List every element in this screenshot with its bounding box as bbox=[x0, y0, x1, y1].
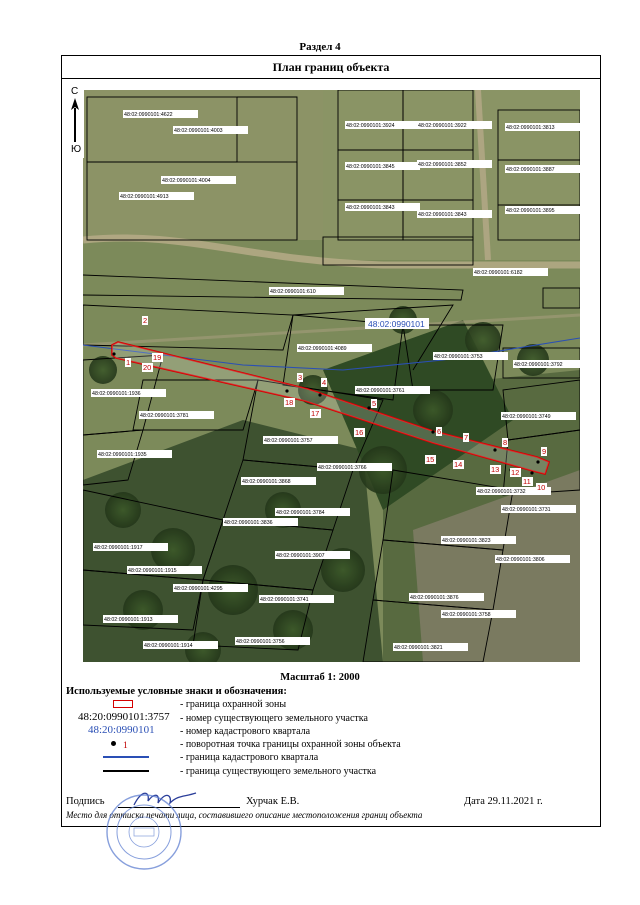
parcel-tag[interactable] bbox=[393, 643, 468, 651]
parcel-number: 48:02:0990101:3843 bbox=[346, 205, 395, 211]
legend-item-zone: - граница охранной зоны bbox=[180, 699, 287, 710]
turning-point-number: 15 bbox=[426, 455, 435, 464]
quarter-label: 48:02:0990101 bbox=[368, 319, 425, 329]
parcel-tag[interactable] bbox=[317, 463, 392, 471]
parcel-number: 48:02:0990101:1915 bbox=[128, 568, 177, 574]
parcel-number: 48:02:0990101:3843 bbox=[418, 212, 467, 218]
seal-stamp-icon bbox=[104, 792, 184, 872]
turning-point-number: 14 bbox=[454, 460, 463, 469]
parcel-tag[interactable] bbox=[269, 287, 344, 295]
legend-item-parcel-boundary: - граница существующего земельного участка bbox=[180, 766, 377, 777]
parcel-number: 48:02:0990101:3784 bbox=[276, 510, 325, 516]
parcel-tag[interactable] bbox=[143, 641, 218, 649]
parcel-number: 48:02:0990101:3823 bbox=[442, 538, 491, 544]
legend-item-turning-point: - поворотная точка границы охранной зоны объекта bbox=[180, 739, 401, 750]
parcel-tag[interactable] bbox=[441, 610, 516, 618]
parcel-number: 48:02:0990101:3753 bbox=[434, 354, 483, 360]
zone-boundary-symbol bbox=[113, 700, 133, 708]
parcel-number: 48:02:0990101:3756 bbox=[236, 639, 285, 645]
parcel-number: 48:02:0990101:3806 bbox=[496, 557, 545, 563]
turning-point-number: 7 bbox=[464, 433, 469, 442]
parcel-tag[interactable] bbox=[409, 593, 484, 601]
parcel-number: 48:02:0990101:3749 bbox=[502, 414, 551, 420]
turning-point-number: 18 bbox=[285, 398, 294, 407]
signature-date: Дата 29.11.2021 г. bbox=[464, 796, 543, 807]
parcel-tag[interactable] bbox=[93, 543, 168, 551]
parcel-tag[interactable] bbox=[345, 203, 420, 211]
parcel-tag[interactable] bbox=[91, 389, 166, 397]
parcel-number: 48:02:0990101:3813 bbox=[506, 125, 555, 131]
section-title: Раздел 4 bbox=[299, 41, 341, 53]
turning-point-number: 9 bbox=[542, 447, 547, 456]
parcel-number: 48:02:0990101:1914 bbox=[144, 643, 193, 649]
turning-point-number: 12 bbox=[511, 468, 520, 477]
parcel-tag[interactable] bbox=[275, 551, 350, 559]
parcel-tag[interactable] bbox=[513, 360, 580, 368]
parcel-number: 48:02:0990101:3761 bbox=[356, 388, 405, 394]
legend-item-quarter-boundary: - граница кадастрового квартала bbox=[180, 752, 319, 763]
satellite-map[interactable] bbox=[83, 90, 580, 662]
parcel-tag[interactable] bbox=[417, 210, 492, 218]
parcel-number: 48:02:0990101:4089 bbox=[298, 346, 347, 352]
parcel-number: 48:02:0990101:3781 bbox=[140, 413, 189, 419]
parcel-number: 48:02:0990101:3887 bbox=[506, 167, 555, 173]
parcel-tag[interactable] bbox=[355, 386, 430, 394]
parcel-tag[interactable] bbox=[103, 615, 178, 623]
map-svg bbox=[83, 90, 580, 662]
parcel-tag[interactable] bbox=[345, 162, 420, 170]
parcel-number: 48:02:0990101:1917 bbox=[94, 545, 143, 551]
turning-point-number: 17 bbox=[311, 409, 320, 418]
parcel-number: 48:02:0990101:3766 bbox=[318, 465, 367, 471]
parcel-number: 48:02:0990101:3895 bbox=[506, 208, 555, 214]
parcel-tag[interactable] bbox=[235, 637, 310, 645]
parcel-tag[interactable] bbox=[173, 584, 248, 592]
turning-point-number: 11 bbox=[523, 477, 531, 486]
turning-point-number: 16 bbox=[355, 428, 364, 437]
parcel-tag[interactable] bbox=[505, 165, 580, 173]
quarter-number-symbol: 48:20:0990101 bbox=[88, 724, 155, 736]
parcel-number: 48:02:0990101:1913 bbox=[104, 617, 153, 623]
parcel-number: 48:02:0990101:3731 bbox=[502, 507, 551, 513]
parcel-tag[interactable] bbox=[275, 508, 350, 516]
parcel-tag[interactable] bbox=[123, 110, 198, 118]
quarter-boundary-line-icon bbox=[103, 756, 149, 758]
signature-label: Подпись bbox=[66, 796, 105, 807]
parcel-number: 48:02:0990101:3907 bbox=[276, 553, 325, 559]
turning-point-dot-icon bbox=[111, 741, 116, 746]
turning-point-symbol: 1 bbox=[123, 741, 128, 751]
parcel-number: 48:02:0990101:4003 bbox=[174, 128, 223, 134]
north-arrow-icon bbox=[66, 98, 84, 144]
parcel-tag[interactable] bbox=[139, 411, 214, 419]
parcel-number: 48:02:0990101:3922 bbox=[418, 123, 467, 129]
turning-point-number: 13 bbox=[491, 465, 500, 474]
turning-point-number: 10 bbox=[537, 483, 546, 492]
legend-title: Используемые условные знаки и обозначения: bbox=[66, 686, 287, 697]
north-label: С bbox=[71, 86, 79, 97]
parcel-tag[interactable] bbox=[173, 126, 248, 134]
parcel-number: 48:02:0990101:3741 bbox=[260, 597, 309, 603]
parcel-number: 48:02:0990101:4913 bbox=[120, 194, 169, 200]
turning-point-number: 4 bbox=[322, 378, 327, 387]
turning-point-number: 3 bbox=[298, 373, 303, 382]
south-label: Ю bbox=[71, 144, 82, 155]
map-scale: Масштаб 1: 2000 bbox=[280, 672, 360, 683]
parcel-boundary-line-icon bbox=[103, 770, 149, 772]
parcel-tag[interactable] bbox=[259, 595, 334, 603]
parcel-tag[interactable] bbox=[417, 160, 492, 168]
parcel-number: 48:02:0990101:3821 bbox=[394, 645, 443, 651]
turning-point-number: 5 bbox=[372, 399, 377, 408]
legend-item-parcel: - номер существующего земельного участка bbox=[180, 713, 368, 724]
parcel-number: 48:02:0990101:3876 bbox=[410, 595, 459, 601]
parcel-number: 48:02:0990101:3836 bbox=[224, 520, 273, 526]
parcel-number: 48:02:0990101:3868 bbox=[242, 479, 291, 485]
parcel-tag[interactable] bbox=[97, 450, 172, 458]
parcel-tag[interactable] bbox=[345, 121, 420, 129]
stamp-place-note: Место для оттиска печати лица, составившего описание местоположения границ объекта bbox=[66, 810, 423, 820]
parcel-number: 48:02:0990101:3845 bbox=[346, 164, 395, 170]
north-arrow bbox=[66, 86, 84, 158]
turning-point-number: 1 bbox=[126, 358, 131, 367]
parcel-number: 48:02:0990101:4295 bbox=[174, 586, 223, 592]
legend-item-quarter: - номер кадастрового квартала bbox=[180, 726, 311, 737]
signer-name: Хурчак Е.В. bbox=[246, 796, 300, 807]
parcel-tag[interactable] bbox=[223, 518, 298, 526]
parcel-tag[interactable] bbox=[127, 566, 202, 574]
parcel-number: 48:02:0990101:3924 bbox=[346, 123, 395, 129]
parcel-tag[interactable] bbox=[501, 412, 576, 420]
parcel-number: 48:02:0990101:3792 bbox=[514, 362, 563, 368]
turning-point-number: 20 bbox=[143, 363, 152, 372]
parcel-tag[interactable] bbox=[505, 123, 580, 131]
parcel-number: 48:02:0990101:3758 bbox=[442, 612, 491, 618]
parcel-tag[interactable] bbox=[473, 268, 548, 276]
plan-title: План границ объекта bbox=[61, 55, 601, 79]
turning-point-number: 8 bbox=[503, 438, 508, 447]
parcel-number: 48:02:0990101:3757 bbox=[264, 438, 313, 444]
parcel-tag[interactable] bbox=[501, 505, 576, 513]
turning-point-number: 6 bbox=[437, 427, 442, 436]
parcel-number: 48:02:0990101:1935 bbox=[98, 452, 147, 458]
parcel-number: 48:02:0990101:6182 bbox=[474, 270, 523, 276]
parcel-number: 48:02:0990101:3732 bbox=[477, 489, 526, 495]
parcel-tag[interactable] bbox=[119, 192, 194, 200]
parcel-number: 48:02:0990101:3852 bbox=[418, 162, 467, 168]
parcel-number: 48:02:0990101:4622 bbox=[124, 112, 173, 118]
parcel-number-symbol: 48:20:0990101:3757 bbox=[78, 711, 170, 723]
parcel-tag[interactable] bbox=[495, 555, 570, 563]
parcel-number: 48:02:0990101:610 bbox=[270, 289, 316, 295]
parcel-tag[interactable] bbox=[417, 121, 492, 129]
parcel-tag[interactable] bbox=[161, 176, 236, 184]
turning-point-number: 2 bbox=[143, 316, 148, 325]
parcel-number: 48:02:0990101:4004 bbox=[162, 178, 211, 184]
parcel-tag[interactable] bbox=[297, 344, 372, 352]
parcel-number: 48:02:0990101:1936 bbox=[92, 391, 141, 397]
parcel-tag[interactable] bbox=[441, 536, 516, 544]
parcel-tag[interactable] bbox=[241, 477, 316, 485]
parcel-tag[interactable] bbox=[505, 206, 580, 214]
parcel-tag[interactable] bbox=[433, 352, 508, 360]
parcel-tag[interactable] bbox=[263, 436, 338, 444]
turning-point-number: 19 bbox=[153, 353, 162, 362]
